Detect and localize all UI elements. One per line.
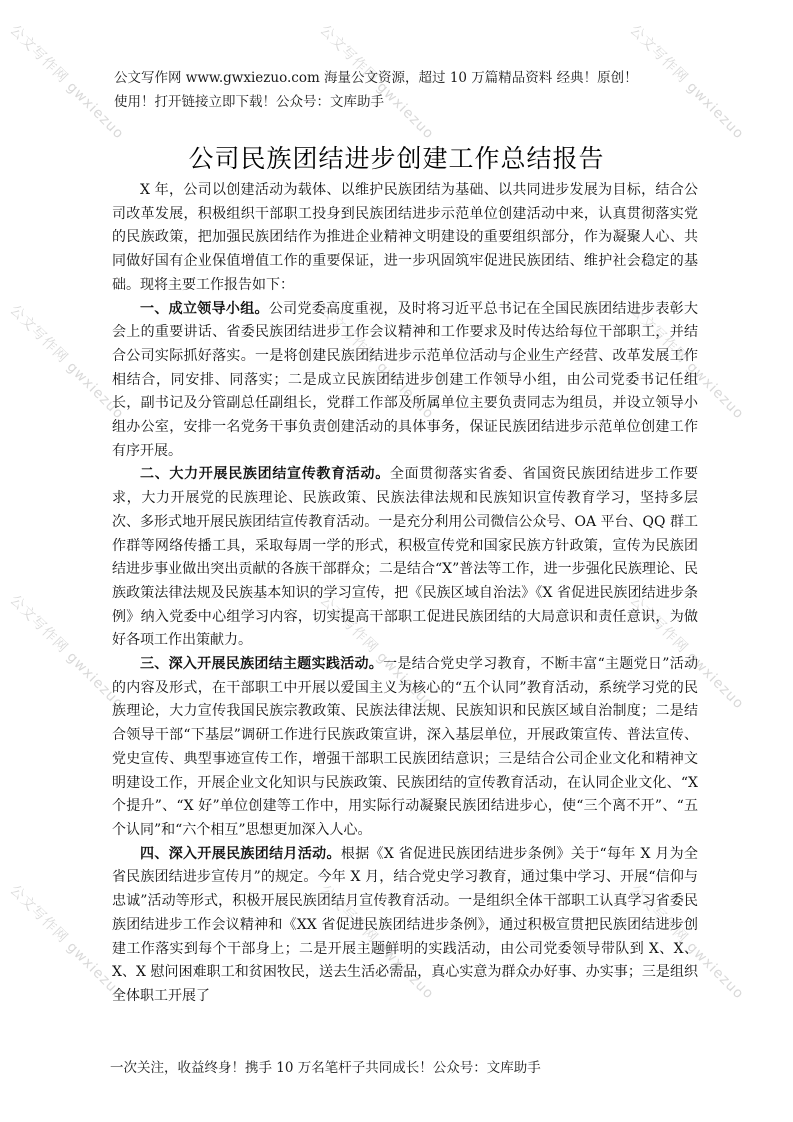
section-text: 一是结合党史学习教育，不断丰富“主题党日”活动的内容及形式，在干部职工中开展以爱国主义为核心的“五个认同”教育活动，系统学习党的民族理论，大力宣传我国民族宗教政策、民族法律法规、民族知识和民族区域自治制度；二是结合领导干部“下基层”调研工作进行民族政策宣讲，深入基层单位，开展政策宣传、普法宣传、党史宣传、典型事迹宣传工作，增强干部职工民族团结意识；三是结合公司企业文化和精神文明建设工作，开展企业文化知识与民族政策、民族团结的宣传教育活动，在认同企业文化、“X 个提升”、“X 好”单位创建等工作中，用实际行动凝聚民族团结进步心，使“三个离不开”、“五个认同”和“六个相互”思想更加深入人心。 bbox=[112, 656, 698, 838]
section-heading: 四、深入开展民族团结月活动。 bbox=[140, 845, 341, 862]
watermark-text: 公文写作网 gwxiezuo bbox=[316, 22, 438, 143]
watermark-text: 公文写作网 gwxiezuo bbox=[626, 882, 748, 1003]
section-paragraph bbox=[112, 463, 698, 653]
watermark-text: 公文写作网 gwxiezuo bbox=[316, 302, 438, 423]
document-body bbox=[112, 179, 698, 1009]
header-line-1: 公文写作网 www.gwxiezuo.com 海量公文资源，超过 10 万篇精品资料 经典！原创！ bbox=[114, 70, 638, 86]
section-text: 全面贯彻落实省委、省国资民族团结进步工作要求，大力开展党的民族理论、民族政策、民族法律法规和民族知识宣传教育学习，坚持多层次、多形式地开展民族团结宣传教育活动。一是充分利用公司微信公众号、OA 平台、QQ 群工作群等网络传播工具，采取每周一学的形式，积极宣传党和国家民族方针政策，宣传为民族团结进步事业做出突出贡献的各族干部群众；二是结合“X”普法等工作，进一步强化民族理论、民族政策法律法规及民族基本知识的学习宣传，把《民族区域自治法》《X 省促进民族团结进步条例》纳入党委中心组学习内容，切实提高干部职工促进民族团结的大局意识和责任意识，为做好各项工作出策献力。 bbox=[112, 466, 699, 649]
section-paragraph bbox=[112, 298, 698, 464]
watermark-text: 公文写作网 gwxiezuo bbox=[316, 882, 438, 1003]
section-heading: 一、成立领导小组。 bbox=[140, 300, 269, 317]
watermark-text: 公文写作网 gwxiezuo bbox=[6, 302, 128, 423]
section-heading: 二、大力开展民族团结宣传教育活动。 bbox=[140, 466, 390, 483]
watermark-text: 公文写作网 gwxiezuo bbox=[626, 22, 748, 143]
page-header bbox=[114, 66, 699, 114]
page-footer: 一次关注，收益终身！携手 10 万名笔杆子共同成长！公众号：文库助手 bbox=[110, 1060, 541, 1076]
section-heading: 三、深入开展民族团结主题实践活动。 bbox=[140, 656, 384, 673]
section-paragraph bbox=[112, 843, 698, 1009]
watermark-text: 公文写作网 gwxiezuo bbox=[626, 592, 748, 713]
section-paragraph bbox=[112, 653, 698, 843]
document-title: 公司民族团结进步创建工作总结报告 bbox=[188, 144, 605, 173]
watermark-text: 公文写作网 gwxiezuo bbox=[6, 592, 128, 713]
intro-paragraph: X 年，公司以创建活动为载体、以维护民族团结为基础、以共同进步发展为目标，结合公司改革发展，积极组织干部职工投身到民族团结进步示范单位创建活动中来，认真贯彻落实党的民族政策，把加强民族团结作为推进企业精神文明建设的重要组织部分，作为凝聚人心、共同做好国有企业保值增值工作的重要保证，进一步巩固筑牢促进民族团结、维护社会稳定的基础。现将主要工作报告如下： bbox=[112, 182, 698, 293]
watermark-text: 公文写作网 gwxiezuo bbox=[626, 302, 748, 423]
watermark-text: 公文写作网 gwxiezuo bbox=[316, 592, 438, 713]
watermark-text: 公文写作网 gwxiezuo bbox=[6, 882, 128, 1003]
section-text: 根据《X 省促进民族团结进步条例》关于“每年 X 月为全省民族团结进步宣传月”的规定。今年 X 月，结合党史学习教育，通过集中学习、开展“信仰与忠诚”活动等形式，积极开展民族团结月宣传教育活动。一是组织全体干部职工认真学习省委民族团结进步工作会议精神和《XX 省促进民族团结进步条例》，通过积极宣贯把民族团结进步创建工作落实到每个干部身上；二是开展主题鲜明的实践活动，由公司党委领导带队到 X、X、X、X 慰问困难职工和贫困牧民，送去生活必需品，真心实意为群众办好事、办实事；三是组织全体职工开展了 bbox=[112, 845, 698, 1004]
watermark-text: 公文写作网 gwxiezuo bbox=[6, 22, 128, 143]
section-text: 公司党委高度重视，及时将习近平总书记在全国民族团结进步表彰大会上的重要讲话、省委民族团结进步工作会议精神和工作要求及时传达给每位干部职工，并结合公司实际抓好落实。一是将创建民族团结进步示范单位活动与企业生产经营、改革发展工作相结合，同安排、同落实；二是成立民族团结进步创建工作领导小组，由公司党委书记任组长，副书记及分管副总任副组长，党群工作部及所属单位主要负责同志为组员，并设立领导小组办公室，安排一名党务干事负责创建活动的具体事务，保证民族团结进步示范单位创建工作有序开展。 bbox=[112, 300, 698, 459]
header-line-2: 使用！打开链接立即下载！公众号：文库助手 bbox=[114, 94, 384, 110]
